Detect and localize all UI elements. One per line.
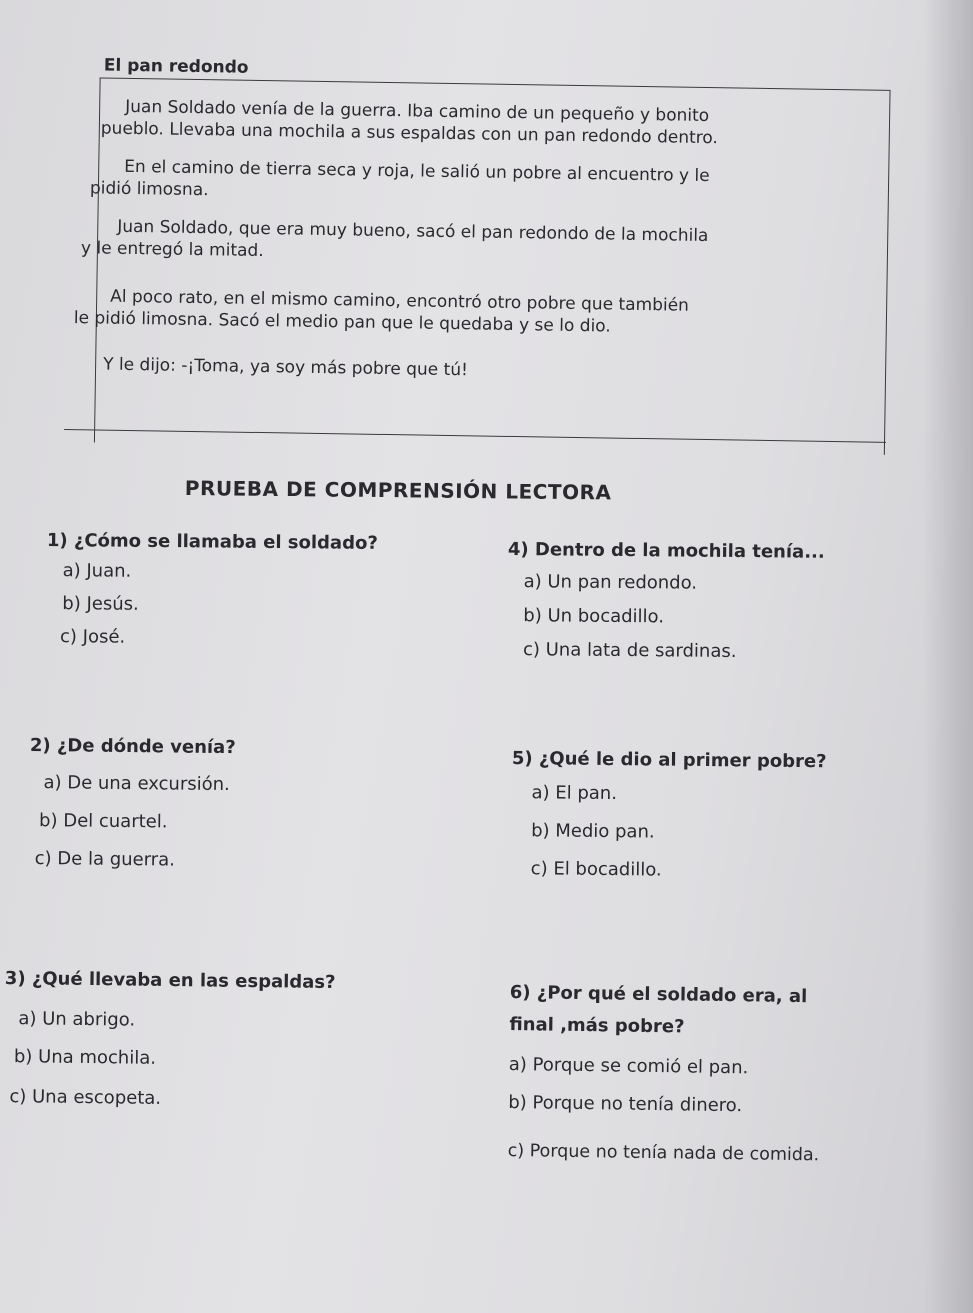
answer-option: c) El bocadillo. — [530, 858, 662, 881]
answer-option: b) Un bocadillo. — [523, 605, 665, 628]
box-border-left — [94, 77, 101, 442]
answer-option: a) Juan. — [62, 560, 132, 582]
story-line: En el camino de tierra seca y roja, le salió un pobre al encuentro y le — [124, 156, 710, 187]
question-text: 4) Dentro de la mochila tenía... — [507, 539, 825, 563]
answer-option: b) Medio pan. — [531, 820, 655, 843]
test-heading: PRUEBA DE COMPRENSIÓN LECTORA — [184, 476, 612, 505]
question-text: 5) ¿Qué le dio al primer pobre? — [511, 748, 827, 773]
question-text: 3) ¿Qué llevaba en las espaldas? — [4, 968, 336, 994]
answer-option: b) Una mochila. — [13, 1046, 157, 1069]
question-3 — [3, 968, 445, 1108]
box-border-right — [884, 90, 891, 455]
story-line: Juan Soldado, que era muy bueno, sacó el pan redondo de la mochila — [117, 216, 709, 247]
story-box — [64, 55, 896, 456]
story-line: pidió limosna. — [89, 178, 209, 201]
answer-option: c) Porque no tenía nada de comida. — [507, 1140, 820, 1166]
question-text: 1) ¿Cómo se llamaba el soldado? — [46, 530, 378, 554]
story-line: le pidió limosna. Sacó el medio pan que le quedaba y se lo dio. — [73, 308, 611, 337]
question-text-line: 6) ¿Por qué el soldado era, al — [509, 982, 808, 1008]
answer-option: b) Del cuartel. — [38, 810, 168, 833]
question-6 — [507, 982, 970, 1178]
box-border-bottom — [64, 429, 886, 443]
question-5 — [511, 748, 932, 887]
answer-option: a) El pan. — [531, 782, 618, 805]
answer-option: a) Porque se comió el pan. — [508, 1053, 749, 1079]
story-line: y le entregó la mitad. — [80, 238, 264, 262]
story-title: El pan redondo — [103, 55, 249, 78]
answer-option: a) De una excursión. — [43, 772, 230, 796]
question-4 — [507, 539, 908, 672]
story-line: Al poco rato, en el mismo camino, encontró otro pobre que también — [110, 286, 690, 316]
question-1 — [46, 530, 467, 664]
question-2 — [29, 735, 450, 874]
answer-option: b) Porque no tenía dinero. — [508, 1091, 743, 1117]
answer-option: c) José. — [59, 626, 126, 648]
answer-option: a) Un abrigo. — [18, 1008, 136, 1031]
story-line: Y le dijo: -¡Toma, ya soy más pobre que tú! — [102, 354, 469, 381]
question-text-line: final ,más pobre? — [509, 1013, 685, 1038]
answer-option: a) Un pan redondo. — [523, 571, 698, 594]
answer-option: c) Una escopeta. — [9, 1086, 162, 1109]
question-text: 2) ¿De dónde venía? — [29, 735, 236, 759]
box-border-top — [100, 77, 890, 90]
answer-option: c) De la guerra. — [34, 848, 176, 871]
answer-option: b) Jesús. — [62, 593, 139, 615]
story-line: pueblo. Llevaba una mochila a sus espaldas con un pan redondo dentro. — [100, 118, 718, 149]
story-line: Juan Soldado venía de la guerra. Iba camino de un pequeño y bonito — [125, 96, 710, 127]
answer-option: c) Una lata de sardinas. — [522, 639, 737, 662]
